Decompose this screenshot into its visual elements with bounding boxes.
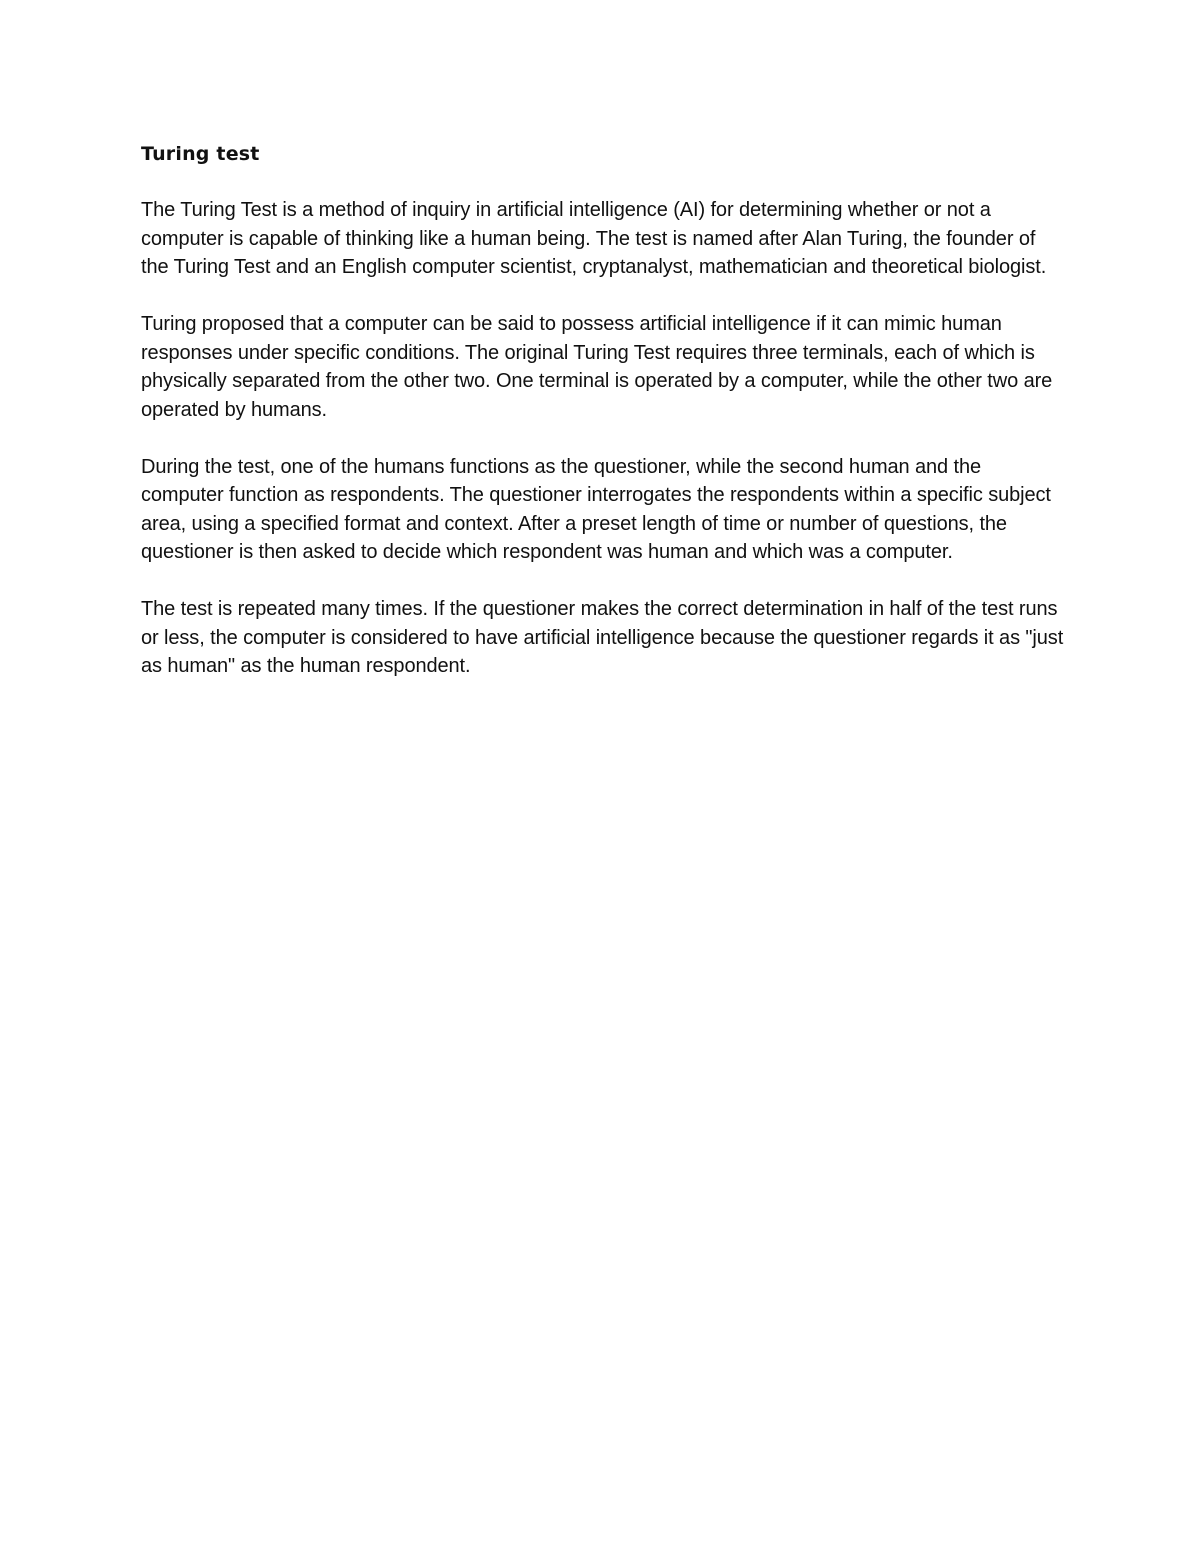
paragraph-proposal: Turing proposed that a computer can be said to possess artificial intelligence if it can mimic human responses under specific conditions. The original Turing Test requires three terminals, each of which is physically separated from the other two. One terminal is operated by a computer, while the other two are operated by humans.	[141, 313, 1053, 421]
document-title: Turing test	[141, 143, 260, 165]
paragraph-outcome: The test is repeated many times. If the questioner makes the correct determination in half of the test runs or less, the computer is considered to have artificial intelligence because the questioner regards it as "just as human" as the human respondent.	[141, 598, 1064, 677]
document-body	[141, 140, 1066, 709]
paragraph-procedure: During the test, one of the humans functions as the questioner, while the second human and the computer function as respondents. The questioner interrogates the respondents within a specific subject area, using a specified format and context. After a preset length of time or number of questions, the questioner is then asked to decide which respondent was human and which was a computer.	[141, 455, 1051, 563]
paragraph-definition: The Turing Test is a method of inquiry in artificial intelligence (AI) for determining whether or not a computer is capable of thinking like a human being. The test is named after Alan Turing, the founder of the Turing Test and an English computer scientist, cryptanalyst, mathematician and theoretical biologist.	[141, 199, 1047, 278]
